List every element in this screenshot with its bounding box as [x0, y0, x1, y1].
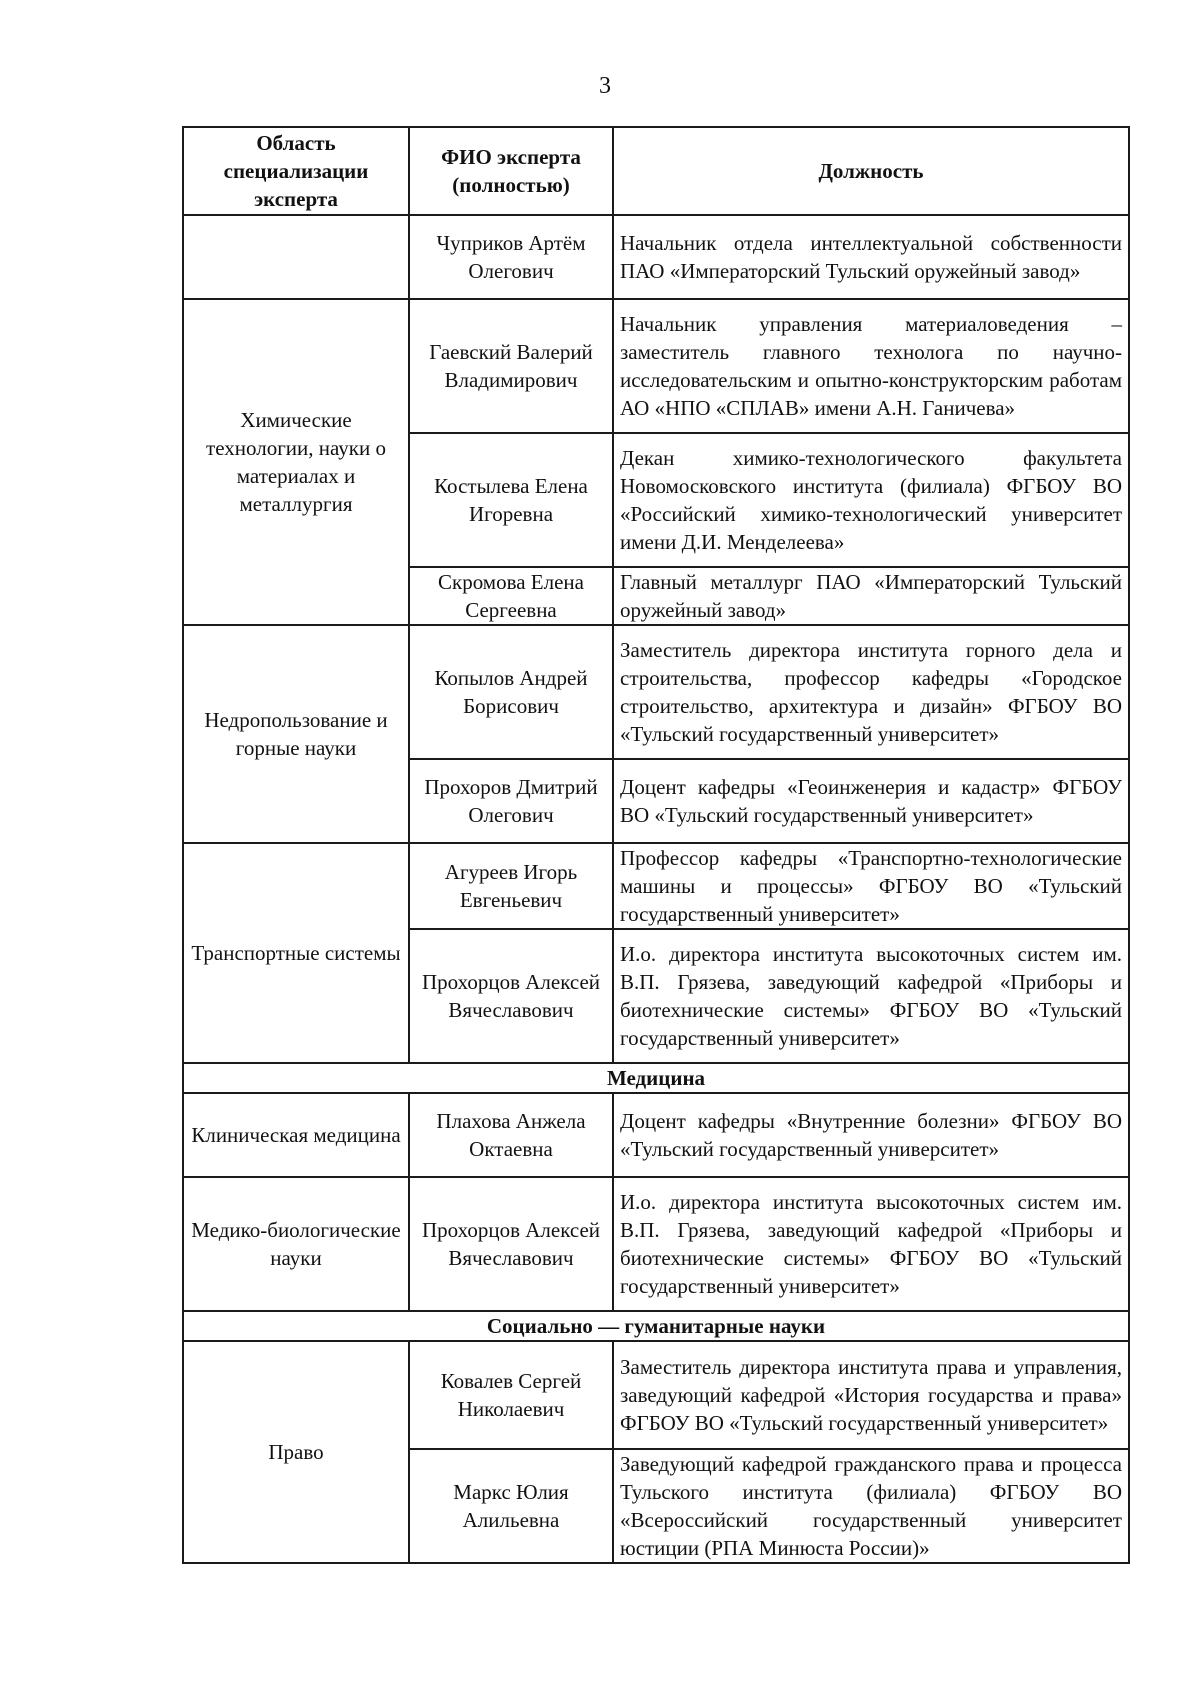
section-title: Социально — гуманитарные науки	[183, 1311, 1129, 1341]
header-name: ФИО эксперта (полностью)	[409, 127, 613, 215]
table-row	[183, 1341, 1129, 1449]
expert-position: Доцент кафедры «Геоинженерия и кадастр» ФГБОУ ВО «Тульский государственный университет»	[613, 759, 1129, 843]
expert-name: Прохорцов Алексей Вячеславович	[409, 1177, 613, 1311]
table-row	[183, 625, 1129, 759]
table-row	[183, 843, 1129, 929]
table-row	[183, 299, 1129, 433]
expert-position: Заместитель директора института горного дела и строительства, профессор кафедры «Городское строительство, архитектура и дизайн» ФГБОУ ВО «Тульский государственный университет»	[613, 625, 1129, 759]
header-area: Область специализации эксперта	[183, 127, 409, 215]
expert-position: Декан химико-технологического факультета Новомосковского института (филиала) ФГБОУ ВО «Российский химико-технологический университет имени Д.И. Менделеева»	[613, 433, 1129, 567]
header-position: Должность	[613, 127, 1129, 215]
expert-name: Агуреев Игорь Евгеньевич	[409, 843, 613, 929]
area-cell: Транспортные системы	[183, 843, 409, 1063]
expert-position: Главный металлург ПАО «Императорский Тульский оружейный завод»	[613, 567, 1129, 625]
page-number: 3	[599, 73, 611, 99]
expert-name: Плахова Анжела Октаевна	[409, 1093, 613, 1177]
table-row	[183, 215, 1129, 299]
area-cell: Химические технологии, науки о материалах и металлургия	[183, 299, 409, 625]
area-cell: Медико-биологические науки	[183, 1177, 409, 1311]
area-cell: Клиническая медицина	[183, 1093, 409, 1177]
expert-position: Доцент кафедры «Внутренние болезни» ФГБОУ ВО «Тульский государственный университет»	[613, 1093, 1129, 1177]
area-cell: Право	[183, 1341, 409, 1563]
experts-table	[182, 126, 1130, 1564]
table-row	[183, 1177, 1129, 1311]
section-row	[183, 1311, 1129, 1341]
expert-name: Копылов Андрей Борисович	[409, 625, 613, 759]
expert-position: Начальник отдела интеллектуальной собственности ПАО «Императорский Тульский оружейный завод»	[613, 215, 1129, 299]
expert-position: Заместитель директора института права и управления, заведующий кафедрой «История государства и права» ФГБОУ ВО «Тульский государственный университет»	[613, 1341, 1129, 1449]
expert-name: Ковалев Сергей Николаевич	[409, 1341, 613, 1449]
section-row	[183, 1063, 1129, 1093]
expert-position: Начальник управления материаловедения – заместитель главного технолога по научно-исследовательским и опытно-конструкторским работам АО «НПО «СПЛАВ» имени А.Н. Ганичева»	[613, 299, 1129, 433]
expert-position: Заведующий кафедрой гражданского права и процесса Тульского института (филиала) ФГБОУ ВО «Всероссийский государственный университет юстиции (РПА Минюста России)»	[613, 1449, 1129, 1563]
area-cell	[183, 215, 409, 299]
expert-name: Чуприков Артём Олегович	[409, 215, 613, 299]
expert-name: Прохоров Дмитрий Олегович	[409, 759, 613, 843]
table-header-row	[183, 127, 1129, 215]
expert-name: Скромова Елена Сергеевна	[409, 567, 613, 625]
expert-name: Костылева Елена Игоревна	[409, 433, 613, 567]
table-row	[183, 1093, 1129, 1177]
expert-position: И.о. директора института высокоточных систем им. В.П. Грязева, заведующий кафедрой «Приборы и биотехнические системы» ФГБОУ ВО «Тульский государственный университет»	[613, 929, 1129, 1063]
area-cell: Недропользование и горные науки	[183, 625, 409, 843]
expert-name: Маркс Юлия Алильевна	[409, 1449, 613, 1563]
expert-position: И.о. директора института высокоточных систем им. В.П. Грязева, заведующий кафедрой «Приборы и биотехнические системы» ФГБОУ ВО «Тульский государственный университет»	[613, 1177, 1129, 1311]
expert-position: Профессор кафедры «Транспортно-технологические машины и процессы» ФГБОУ ВО «Тульский государственный университет»	[613, 843, 1129, 929]
expert-name: Прохорцов Алексей Вячеславович	[409, 929, 613, 1063]
expert-name: Гаевский Валерий Владимирович	[409, 299, 613, 433]
section-title: Медицина	[183, 1063, 1129, 1093]
